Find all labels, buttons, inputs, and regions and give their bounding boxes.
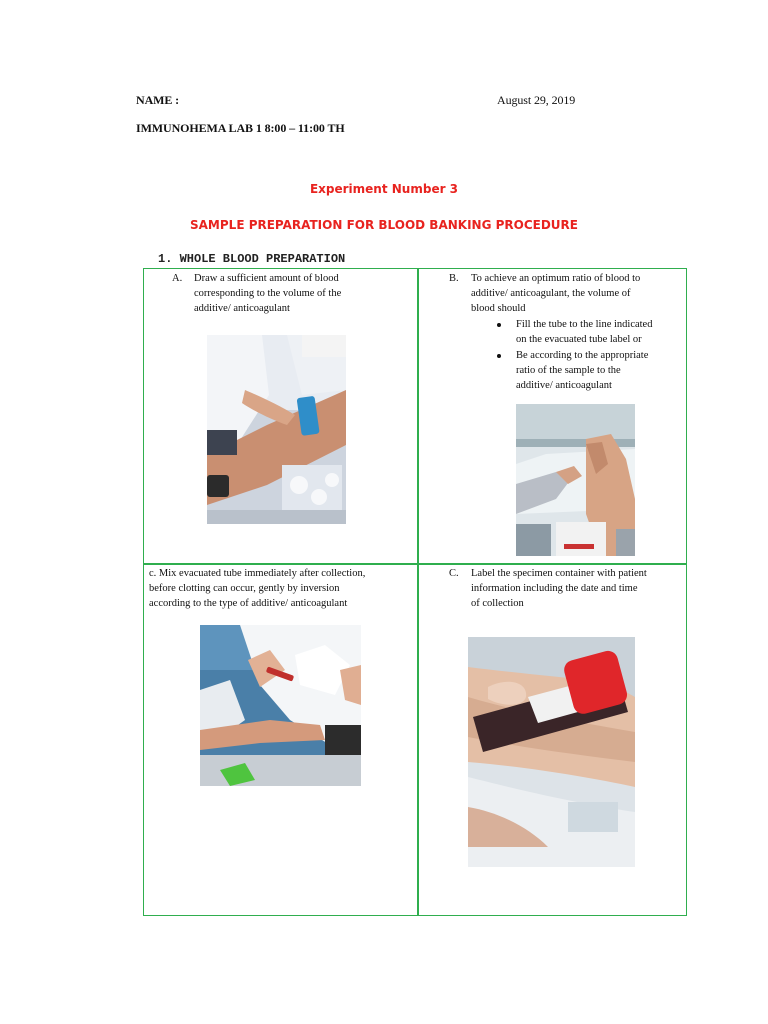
course-line: IMMUNOHEMA LAB 1 8:00 – 11:00 TH: [136, 121, 345, 135]
cell-c-line: before clotting can occur, gently by inversion: [149, 583, 340, 594]
cell-b-line: blood should: [471, 303, 526, 314]
experiment-number: Experiment Number 3: [309, 182, 459, 196]
cell-b-line: To achieve an optimum ratio of blood to: [471, 273, 641, 284]
bullet-dot: [497, 354, 501, 358]
bullet-dot: [497, 323, 501, 327]
cell-c-line: according to the type of additive/ anticoagulant: [149, 598, 348, 609]
labeled-tube-photo: [468, 637, 635, 867]
bullet-2-line: Be according to the appropriate: [516, 350, 649, 361]
table-divider-horizontal: [143, 563, 687, 565]
bullet-1-line: Fill the tube to the line indicated: [516, 319, 653, 330]
cell-b-text: [471, 271, 640, 316]
bullet-2-line: additive/ anticoagulant: [516, 380, 612, 391]
section-heading: 1. WHOLE BLOOD PREPARATION: [158, 252, 346, 266]
cell-b-label: B.: [449, 273, 459, 284]
cell-a-line: corresponding to the volume of the: [194, 288, 342, 299]
cell-d-text: [471, 566, 647, 611]
cell-a-label: A.: [172, 273, 183, 284]
table-divider-vertical: [417, 268, 419, 916]
bullet-2-line: ratio of the sample to the: [516, 365, 621, 376]
bullet-1-line: on the evacuated tube label or: [516, 334, 642, 345]
cell-d-line: information including the date and time: [471, 583, 638, 594]
cell-a-line: additive/ anticoagulant: [194, 303, 290, 314]
cell-d-line: of collection: [471, 598, 524, 609]
cell-b-bullet-2: [516, 348, 648, 393]
experiment-title: SAMPLE PREPARATION FOR BLOOD BANKING PROCEDURE: [190, 218, 578, 232]
cell-d-label: C.: [449, 568, 459, 579]
tube-inversion-photo: [200, 625, 361, 786]
cell-c-line: c. Mix evacuated tube immediately after collection,: [149, 568, 366, 579]
cell-d-line: Label the specimen container with patient: [471, 568, 647, 579]
document-date: August 29, 2019: [497, 93, 576, 107]
cell-a-text: [194, 271, 341, 316]
cell-b-bullet-1: [516, 317, 652, 347]
name-label: NAME :: [136, 93, 180, 107]
blood-draw-photo: [207, 335, 346, 524]
cell-a-line: Draw a sufficient amount of blood: [194, 273, 339, 284]
tube-fill-photo: [516, 404, 635, 556]
cell-b-line: additive/ anticoagulant, the volume of: [471, 288, 631, 299]
cell-c-text: [149, 566, 365, 611]
